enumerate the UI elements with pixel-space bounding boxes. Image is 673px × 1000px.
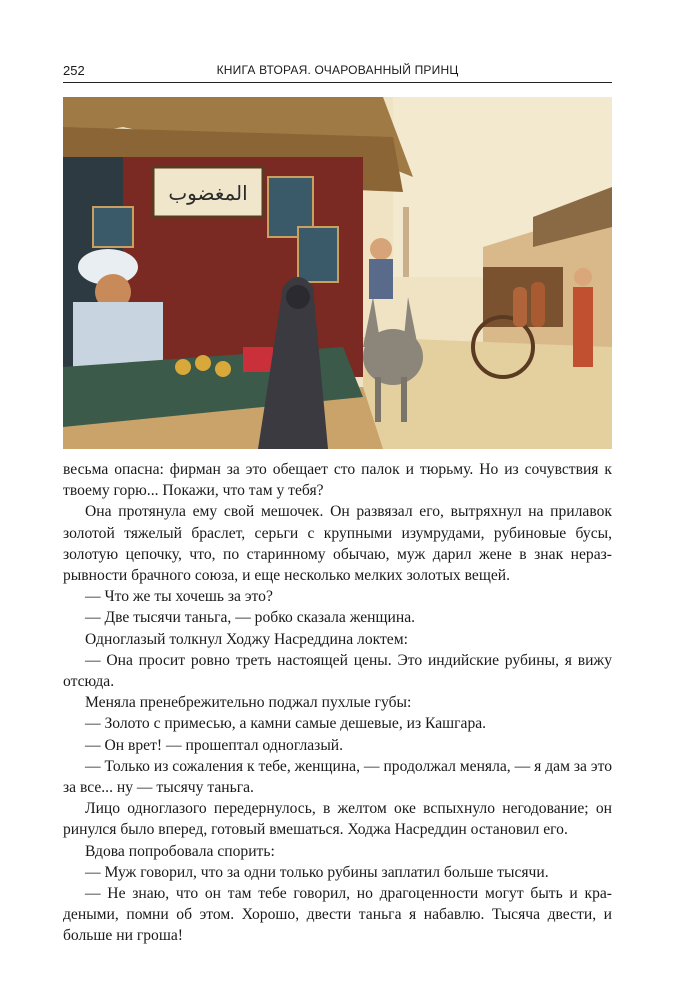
paragraph: Она протянула ему свой мешочек. Он развязал его, вытряхнул на прилавок золотой тяжелый браслет, серьги с крупными изумрудами, рубиновые бусы, золотую цепочку, что, по старинному обычаю, муж дарил жене в знак неразрывности брачного союза, и еще несколько мелких золотых вещей. — [63, 503, 612, 585]
running-title: КНИГА ВТОРАЯ. ОЧАРОВАННЫЙ ПРИНЦ — [216, 63, 459, 77]
paragraph: — Что же ты хочешь за это? — [85, 588, 273, 606]
body-text — [63, 459, 612, 947]
paragraph: — Золото с примесью, а камни самые дешевые, из Кашгара. — [85, 715, 487, 733]
paragraph: — Только из сожаления к тебе, женщина, — продолжал меняла, — я дам за это за все... ну — тысячу таньга. — [63, 757, 612, 797]
paragraph: — Две тысячи таньга, — робко сказала женщина. — [85, 609, 416, 627]
sign-text: المغضوب — [168, 181, 248, 205]
page-number: 252 — [63, 63, 85, 78]
paragraph: — Муж говорил, что за одни только рубины заплатил больше тысячи. — [85, 863, 549, 881]
paragraph: — Она просит ровно треть настоящей цены. Это индийские рубины, я вижу отсюда. — [63, 651, 612, 691]
bazaar-illustration — [63, 97, 612, 449]
paragraph: — Не знаю, что он там тебе говорил, но драгоценности могут быть и крадеными, помни об этом. Хорошо, двести таньга я набавлю. Тысяча двести, и больше ни гроша! — [63, 885, 612, 945]
paragraph: весьма опасна: фирман за это обещает сто палок и тюрьму. Но из сочувствия к твоему горю... Покажи, что там у тебя? — [63, 461, 612, 500]
page-header — [63, 60, 612, 83]
paragraph: — Он врет! — прошептал одноглазый. — [85, 736, 344, 754]
paragraph: Одноглазый толкнул Ходжу Насреддина локтем: — [85, 630, 408, 648]
paragraph: Меняла пренебрежительно поджал пухлые губы: — [85, 694, 412, 712]
paragraph: Вдова попробовала спорить: — [85, 842, 275, 860]
paragraph: Лицо одноглазого передернулось, в желтом оке вспыхнуло негодование; он ринулся было вперед, готовый вмешаться. Ходжа Насреддин остановил его. — [63, 800, 612, 839]
